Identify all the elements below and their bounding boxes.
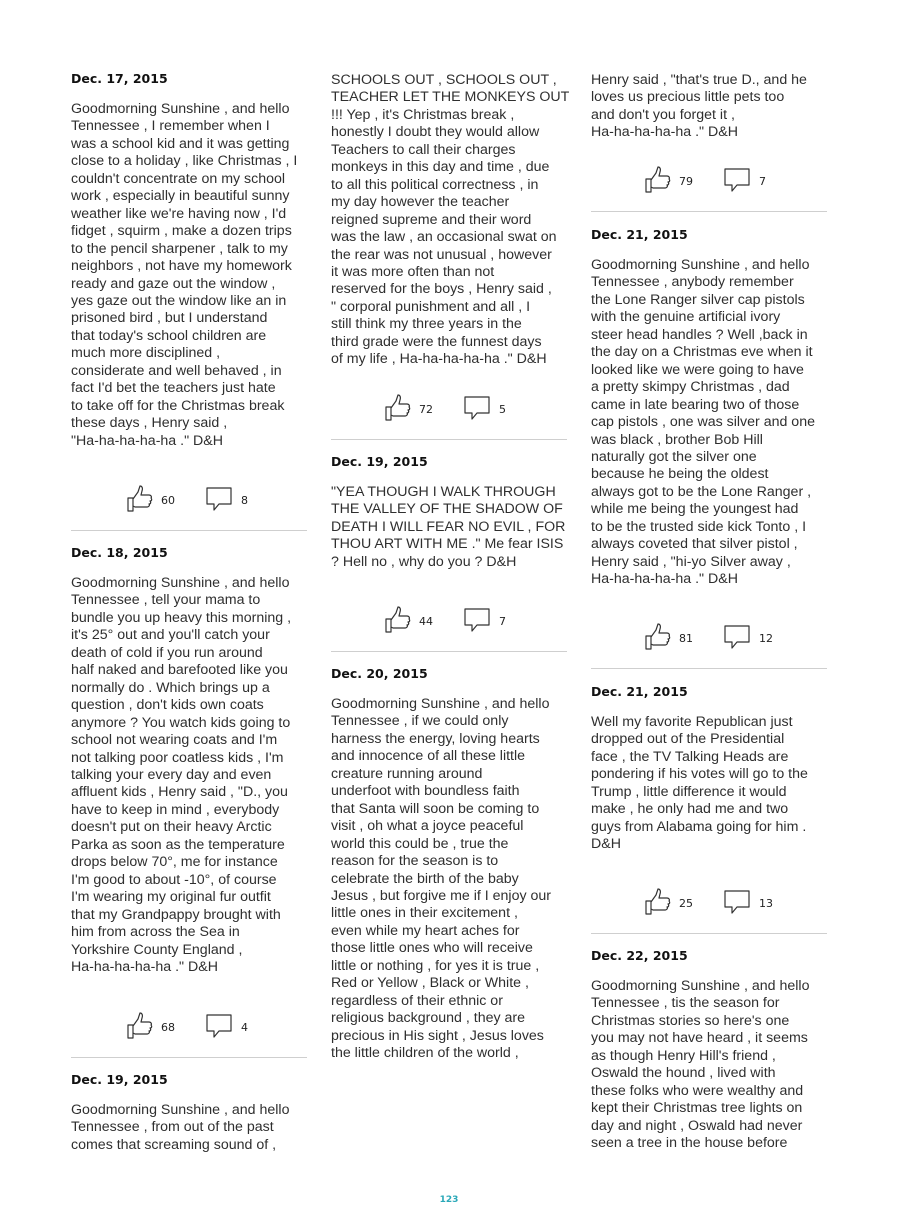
thumbs-up-icon [645, 166, 671, 194]
like-count: 72 [419, 403, 433, 416]
post-divider [331, 439, 567, 440]
thumbs-up-icon [645, 888, 671, 916]
comment-bubble-icon [723, 888, 751, 916]
comment-bubble-icon [205, 1012, 233, 1040]
comment-bubble-icon [723, 166, 751, 194]
post-text: Goodmorning Sunshine , and hello Tennessee , from out of the past comes that screaming sound of , [71, 1102, 290, 1153]
post-text: Well my favorite Republican just dropped out of the Presidential face , the TV Talking Heads are pondering if his votes will go to the Trump , little difference it would make , he only had me and two guys from Alabama going for him . D&H [591, 714, 808, 853]
thumbs-up-icon [385, 394, 411, 422]
comment-count: 13 [759, 897, 773, 910]
post-stats [385, 606, 515, 636]
post-divider [591, 668, 827, 669]
post-divider [71, 530, 307, 531]
comment-count: 7 [499, 615, 506, 628]
thumbs-up-icon [127, 485, 153, 513]
post-date: Dec. 21, 2015 [591, 684, 688, 699]
post-stats [645, 888, 775, 918]
post-text: Henry said , "that's true D., and he loves us precious little pets too and don't you forget it , Ha-ha-ha-ha-ha ." D&H [591, 72, 807, 141]
post-date: Dec. 19, 2015 [331, 454, 428, 469]
post-date: Dec. 20, 2015 [331, 666, 428, 681]
post-text: Goodmorning Sunshine , and hello Tennessee , tis the season for Christmas stories so here's one you may not have heard , it seems as though Henry Hill's friend , Oswald the hound , lived with these folks who were wealthy and kept their Christmas tree lights on day and night , Oswald had never seen a tree in the house before [591, 978, 810, 1152]
comment-bubble-icon [205, 485, 233, 513]
comment-count: 7 [759, 175, 766, 188]
post-text: "YEA THOUGH I WALK THROUGH THE VALLEY OF THE SHADOW OF DEATH I WILL FEAR NO EVIL , FOR THOU ART WITH ME ." Me fear ISIS ? Hell no , why do you ? D&H [331, 484, 566, 570]
like-count: 68 [161, 1021, 175, 1034]
thumbs-up-icon [385, 606, 411, 634]
comment-count: 12 [759, 632, 773, 645]
post-text: Goodmorning Sunshine , and hello Tennessee , I remember when I was a school kid and it was getting close to a holiday , like Christmas , I couldn't concentrate on my school work , especially in beautiful sunny weather like we're having now , I'd fidget , squirm , make a dozen trips to the pencil sharpener , talk to my neighbors , not have my homework ready and gaze out the window , yes gaze out the window like an in prisoned bird , but I understand that today's school children are much more disciplined , considerate and well behaved , in fact I'd bet the teachers just hate to take off for the Christmas break these days , Henry said , "Ha-ha-ha-ha-ha ." D&H [71, 101, 298, 449]
post-stats [645, 623, 775, 653]
post-stats [645, 166, 775, 196]
like-count: 79 [679, 175, 693, 188]
comment-count: 5 [499, 403, 506, 416]
post-divider [591, 933, 827, 934]
post-date: Dec. 18, 2015 [71, 545, 168, 560]
post-divider [71, 1057, 307, 1058]
comment-bubble-icon [723, 623, 751, 651]
post-stats [127, 1012, 257, 1042]
post-date: Dec. 21, 2015 [591, 227, 688, 242]
thumbs-up-icon [127, 1012, 153, 1040]
like-count: 60 [161, 494, 175, 507]
comment-bubble-icon [463, 394, 491, 422]
like-count: 81 [679, 632, 693, 645]
post-text: Goodmorning Sunshine , and hello Tennessee , if we could only harness the energy, loving hearts and innocence of all these little creature running around underfoot with boundless faith that Santa will soon be coming to visit , oh what a joyce peaceful world this could be , true the reason for the season is to celebrate the birth of the baby Jesus , but forgive me if I enjoy our little ones in their excitement , even while my heart aches for those little ones who will receive little or nothing , for yes it is true , Red or Yellow , Black or White , regardless of their ethnic or religious background , they are precious in His sight , Jesus loves the little children of the world , [331, 696, 552, 1062]
like-count: 25 [679, 897, 693, 910]
thumbs-up-icon [645, 623, 671, 651]
post-divider [591, 211, 827, 212]
like-count: 44 [419, 615, 433, 628]
post-text: SCHOOLS OUT , SCHOOLS OUT , TEACHER LET THE MONKEYS OUT !!! Yep , it's Christmas break , honestly I doubt they would allow Teachers to call their charges monkeys in this day and time , due to all this political correctness , in my day however the teacher reigned supreme and their word was the law , an occasional swat on the rear was not unusual , however it was more often than not reserved for the boys , Henry said , " corporal punishment and all , I still think my three years in the third grade were the funnest days of my life , Ha-ha-ha-ha-ha ." D&H [331, 72, 570, 368]
comment-count: 4 [241, 1021, 248, 1034]
post-date: Dec. 19, 2015 [71, 1072, 168, 1087]
post-text: Goodmorning Sunshine , and hello Tennessee , anybody remember the Lone Ranger silver cap pistols with the genuine artificial ivory steer head handles ? Well ,back in the day on a Christmas eve when it looked like we were going to have a pretty skimpy Christmas , dad came in late bearing two of those cap pistols , one was silver and one was black , brother Bob Hill naturally got the silver one because he being the oldest always got to be the Lone Ranger , while me being the youngest had to be the trusted side kick Tonto , I always coveted that silver pistol , Henry said , "hi-yo Silver away , Ha-ha-ha-ha-ha ." D&H [591, 257, 815, 588]
comment-bubble-icon [463, 606, 491, 634]
post-date: Dec. 17, 2015 [71, 71, 168, 86]
comment-count: 8 [241, 494, 248, 507]
page-number: 123 [439, 1195, 459, 1205]
post-date: Dec. 22, 2015 [591, 948, 688, 963]
post-stats [385, 394, 515, 424]
post-text: Goodmorning Sunshine , and hello Tennessee , tell your mama to bundle you up heavy this morning , it's 25° out and you'll catch your death of cold if you run around half naked and barefooted like you normally do . Which brings up a question , don't kids own coats anymore ? You watch kids going to school not wearing coats and I'm not talking poor coatless kids , I'm talking your every day and even affluent kids , Henry said , "D., you have to keep in mind , everybody doesn't put on their heavy Arctic Parka as soon as the temperature drops below 70°, me for instance I'm good to about -10°, of course I'm wearing my original fur outfit that my Grandpappy brought with him from across the Sea in Yorkshire County England , Ha-ha-ha-ha-ha ." D&H [71, 575, 292, 975]
post-divider [331, 651, 567, 652]
post-stats [127, 485, 257, 515]
